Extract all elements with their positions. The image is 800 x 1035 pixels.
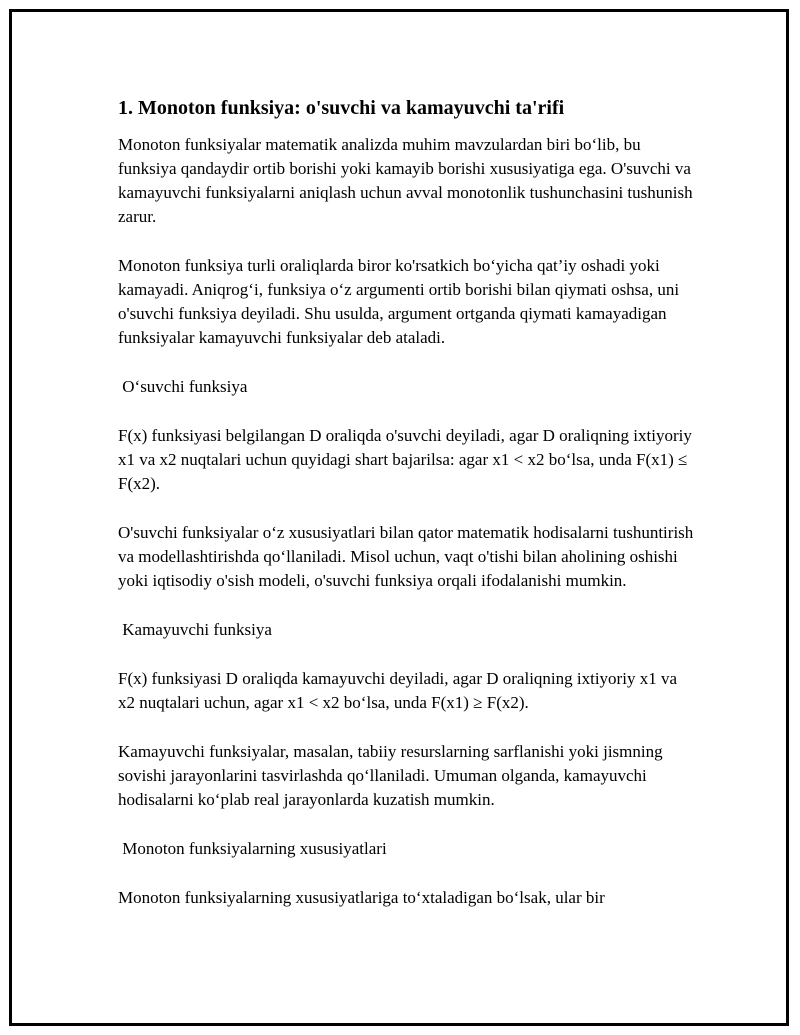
document-body	[118, 94, 698, 935]
paragraph-increasing-applications: O'suvchi funksiyalar o‘z xususiyatlari bilan qator matematik hodisalarni tushuntirish va modellashtirishda qo‘llaniladi. Misol uchun, vaqt o'tishi bilan aholining oshishi yoki iqtisodiy o'sish modeli, o'suvchi funksiya orqali ifodalanishi mumkin.	[118, 523, 694, 590]
subheading-properties: Monoton funksiyalarning xususiyatlari	[118, 839, 387, 858]
paragraph-properties: Monoton funksiyalarning xususiyatlariga to‘xtaladigan bo‘lsak, ular bir	[118, 888, 605, 907]
paragraph-decreasing-definition: F(x) funksiyasi D oraliqda kamayuvchi deyiladi, agar D oraliqning ixtiyoriy x1 va x2 nuqtalari uchun, agar x1 < x2 bo‘lsa, unda F(x1) ≥ F(x2).	[118, 669, 677, 712]
paragraph-decreasing-applications: Kamayuvchi funksiyalar, masalan, tabiiy resurslarning sarflanishi yoki jismning sovishi jarayonlarini tasvirlashda qo‘llaniladi. Umuman olganda, kamayuvchi hodisalarni ko‘plab real jarayonlarda kuzatish mumkin.	[118, 742, 663, 809]
subheading-decreasing: Kamayuvchi funksiya	[118, 620, 272, 639]
paragraph-intro: Monoton funksiyalar matematik analizda muhim mavzulardan biri bo‘lib, bu funksiya qandaydir ortib borishi yoki kamayib borishi xususiyatiga ega. O'suvchi va kamayuvchi funksiyalarni aniqlash uchun avval monotonlik tushunchasini tushunish zarur.	[118, 135, 693, 226]
paragraph-definition: Monoton funksiya turli oraliqlarda biror ko'rsatkich bo‘yicha qat’iy oshadi yoki kamayadi. Aniqrog‘i, funksiya o‘z argumenti ortib borishi bilan qiymati oshsa, uni o'suvchi funksiya deyiladi. Shu usulda, argument ortganda qiymati kamayadigan funksiyalar kamayuvchi funksiyalar deb ataladi.	[118, 256, 680, 347]
document-title: 1. Monoton funksiya: o'suvchi va kamayuvchi ta'rifi	[118, 97, 565, 119]
paragraph-increasing-definition: F(x) funksiyasi belgilangan D oraliqda o'suvchi deyiladi, agar D oraliqning ixtiyoriy x1 va x2 nuqtalari uchun quyidagi shart bajarilsa: agar x1 < x2 bo‘lsa, unda F(x1) ≤ F(x2).	[118, 426, 692, 493]
subheading-increasing: O‘suvchi funksiya	[118, 377, 248, 396]
